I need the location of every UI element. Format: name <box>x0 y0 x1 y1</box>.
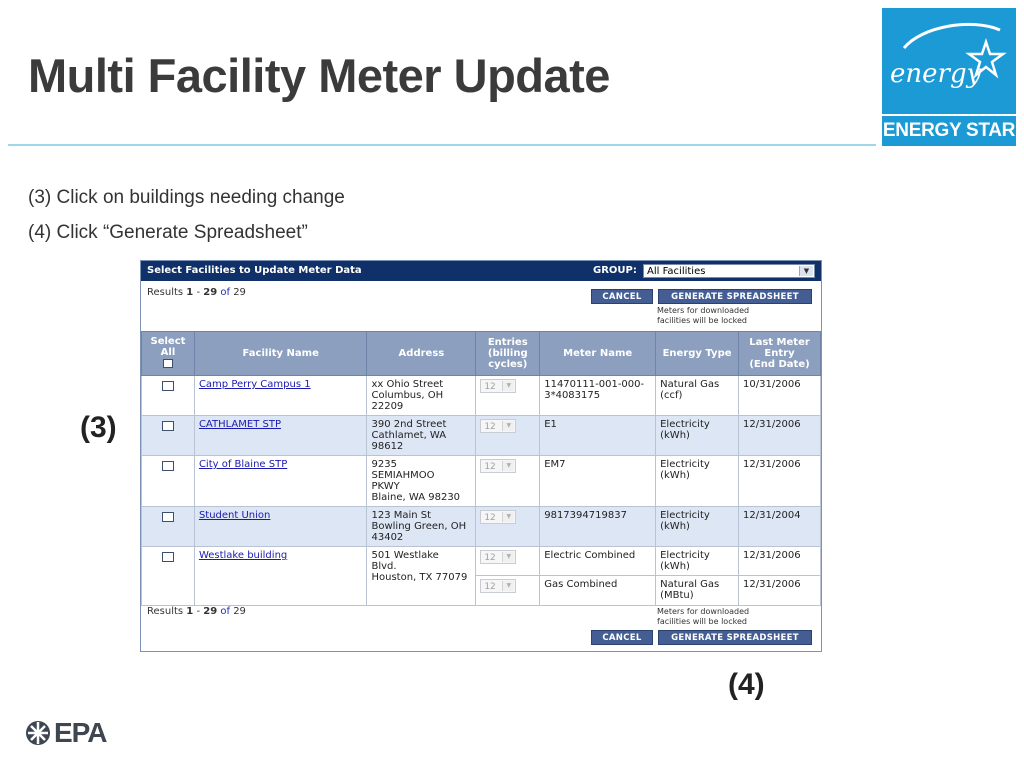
meter-name-cell: Electric Combined <box>540 547 656 576</box>
address-cell: 501 Westlake Blvd. Houston, TX 77079 <box>367 547 476 606</box>
slide-title: Multi Facility Meter Update <box>28 49 610 102</box>
table-row <box>142 547 821 576</box>
meter-name-cell: Gas Combined <box>540 576 656 606</box>
table-row <box>142 507 821 547</box>
table-row <box>142 416 821 456</box>
callout-step-4: (4) <box>728 668 765 701</box>
group-select[interactable] <box>643 264 815 278</box>
title-divider <box>8 144 876 146</box>
epa-text: EPA <box>54 717 107 748</box>
row-checkbox[interactable] <box>162 461 174 471</box>
energy-type-cell: Electricity (kWh) <box>656 456 739 507</box>
cancel-button-bottom[interactable]: CANCEL <box>591 630 653 645</box>
column-header-meter: Meter Name <box>540 332 656 376</box>
generate-spreadsheet-button-bottom[interactable]: GENERATE SPREADSHEET <box>658 630 812 645</box>
column-header-address: Address <box>367 332 476 376</box>
epa-flower-icon <box>24 718 52 748</box>
chevron-down-icon: ▼ <box>502 461 514 471</box>
facility-link[interactable]: Student Union <box>198 510 271 521</box>
lock-note-top: Meters for downloaded facilities will be locked <box>657 306 750 325</box>
energy-script-text: energy <box>890 59 982 89</box>
chevron-down-icon: ▼ <box>502 581 514 591</box>
row-checkbox[interactable] <box>162 381 174 391</box>
energy-type-cell: Electricity (kWh) <box>656 547 739 576</box>
chevron-down-icon: ▼ <box>502 381 514 391</box>
row-checkbox[interactable] <box>162 512 174 522</box>
last-entry-cell: 10/31/2006 <box>739 376 821 416</box>
column-header-select: Select All <box>142 332 195 376</box>
entries-select[interactable]: 12 ▼ <box>480 419 516 433</box>
panel-header <box>141 261 821 281</box>
instruction-step-4: (4) Click “Generate Spreadsheet” <box>28 222 308 243</box>
last-entry-cell: 12/31/2004 <box>739 507 821 547</box>
energy-type-cell: Electricity (kWh) <box>656 507 739 547</box>
last-entry-cell: 12/31/2006 <box>739 456 821 507</box>
panel-header-title: Select Facilities to Update Meter Data <box>147 265 362 276</box>
column-header-energy: Energy Type <box>656 332 739 376</box>
facility-table <box>141 331 821 606</box>
column-header-entries: Entries (billing cycles) <box>476 332 540 376</box>
address-cell: 390 2nd Street Cathlamet, WA 98612 <box>367 416 476 456</box>
facility-link[interactable]: CATHLAMET STP <box>198 419 281 430</box>
results-summary-top: Results 1 - 29 of 29 <box>147 287 246 298</box>
energy-star-logo <box>882 8 1016 146</box>
instruction-step-3: (3) Click on buildings needing change <box>28 187 345 208</box>
meter-name-cell: E1 <box>540 416 656 456</box>
entries-select[interactable]: 12 ▼ <box>480 510 516 524</box>
column-header-last-entry: Last Meter Entry (End Date) <box>739 332 821 376</box>
facility-link[interactable]: Camp Perry Campus 1 <box>198 379 311 390</box>
address-cell: 9235 SEMIAHMOO PKWY Blaine, WA 98230 <box>367 456 476 507</box>
address-cell: 123 Main St Bowling Green, OH 43402 <box>367 507 476 547</box>
table-row <box>142 456 821 507</box>
callout-step-3: (3) <box>80 411 117 444</box>
lock-note-bottom: Meters for downloaded facilities will be locked <box>657 607 750 626</box>
last-entry-cell: 12/31/2006 <box>739 416 821 456</box>
energy-star-label: ENERGY STAR <box>882 114 1016 146</box>
results-summary-bottom: Results 1 - 29 of 29 <box>147 606 246 617</box>
chevron-down-icon: ▼ <box>502 512 514 522</box>
energy-type-cell: Natural Gas (ccf) <box>656 376 739 416</box>
group-label: GROUP: <box>593 265 637 276</box>
facility-link[interactable]: Westlake building <box>198 550 288 561</box>
energy-type-cell: Natural Gas (MBtu) <box>656 576 739 606</box>
column-header-facility: Facility Name <box>194 332 367 376</box>
energy-star-swoosh-icon <box>882 8 1016 114</box>
row-checkbox[interactable] <box>162 421 174 431</box>
meter-name-cell: 11470111-001-000- 3*4083175 <box>540 376 656 416</box>
chevron-down-icon[interactable]: ▼ <box>799 266 813 276</box>
facility-link[interactable]: City of Blaine STP <box>198 459 288 470</box>
address-cell: xx Ohio Street Columbus, OH 22209 <box>367 376 476 416</box>
table-row <box>142 376 821 416</box>
entries-select[interactable]: 12 ▼ <box>480 550 516 564</box>
entries-select[interactable]: 12 ▼ <box>480 459 516 473</box>
group-select-value: All Facilities <box>647 266 706 277</box>
entries-select[interactable]: 12 ▼ <box>480 379 516 393</box>
chevron-down-icon: ▼ <box>502 421 514 431</box>
chevron-down-icon: ▼ <box>502 552 514 562</box>
facility-meter-panel <box>140 260 822 652</box>
last-entry-cell: 12/31/2006 <box>739 576 821 606</box>
last-entry-cell: 12/31/2006 <box>739 547 821 576</box>
row-checkbox[interactable] <box>162 552 174 562</box>
entries-select[interactable]: 12 ▼ <box>480 579 516 593</box>
select-all-checkbox[interactable] <box>163 359 173 368</box>
generate-spreadsheet-button-top[interactable]: GENERATE SPREADSHEET <box>658 289 812 304</box>
cancel-button-top[interactable]: CANCEL <box>591 289 653 304</box>
meter-name-cell: EM7 <box>540 456 656 507</box>
energy-type-cell: Electricity (kWh) <box>656 416 739 456</box>
meter-name-cell: 9817394719837 <box>540 507 656 547</box>
